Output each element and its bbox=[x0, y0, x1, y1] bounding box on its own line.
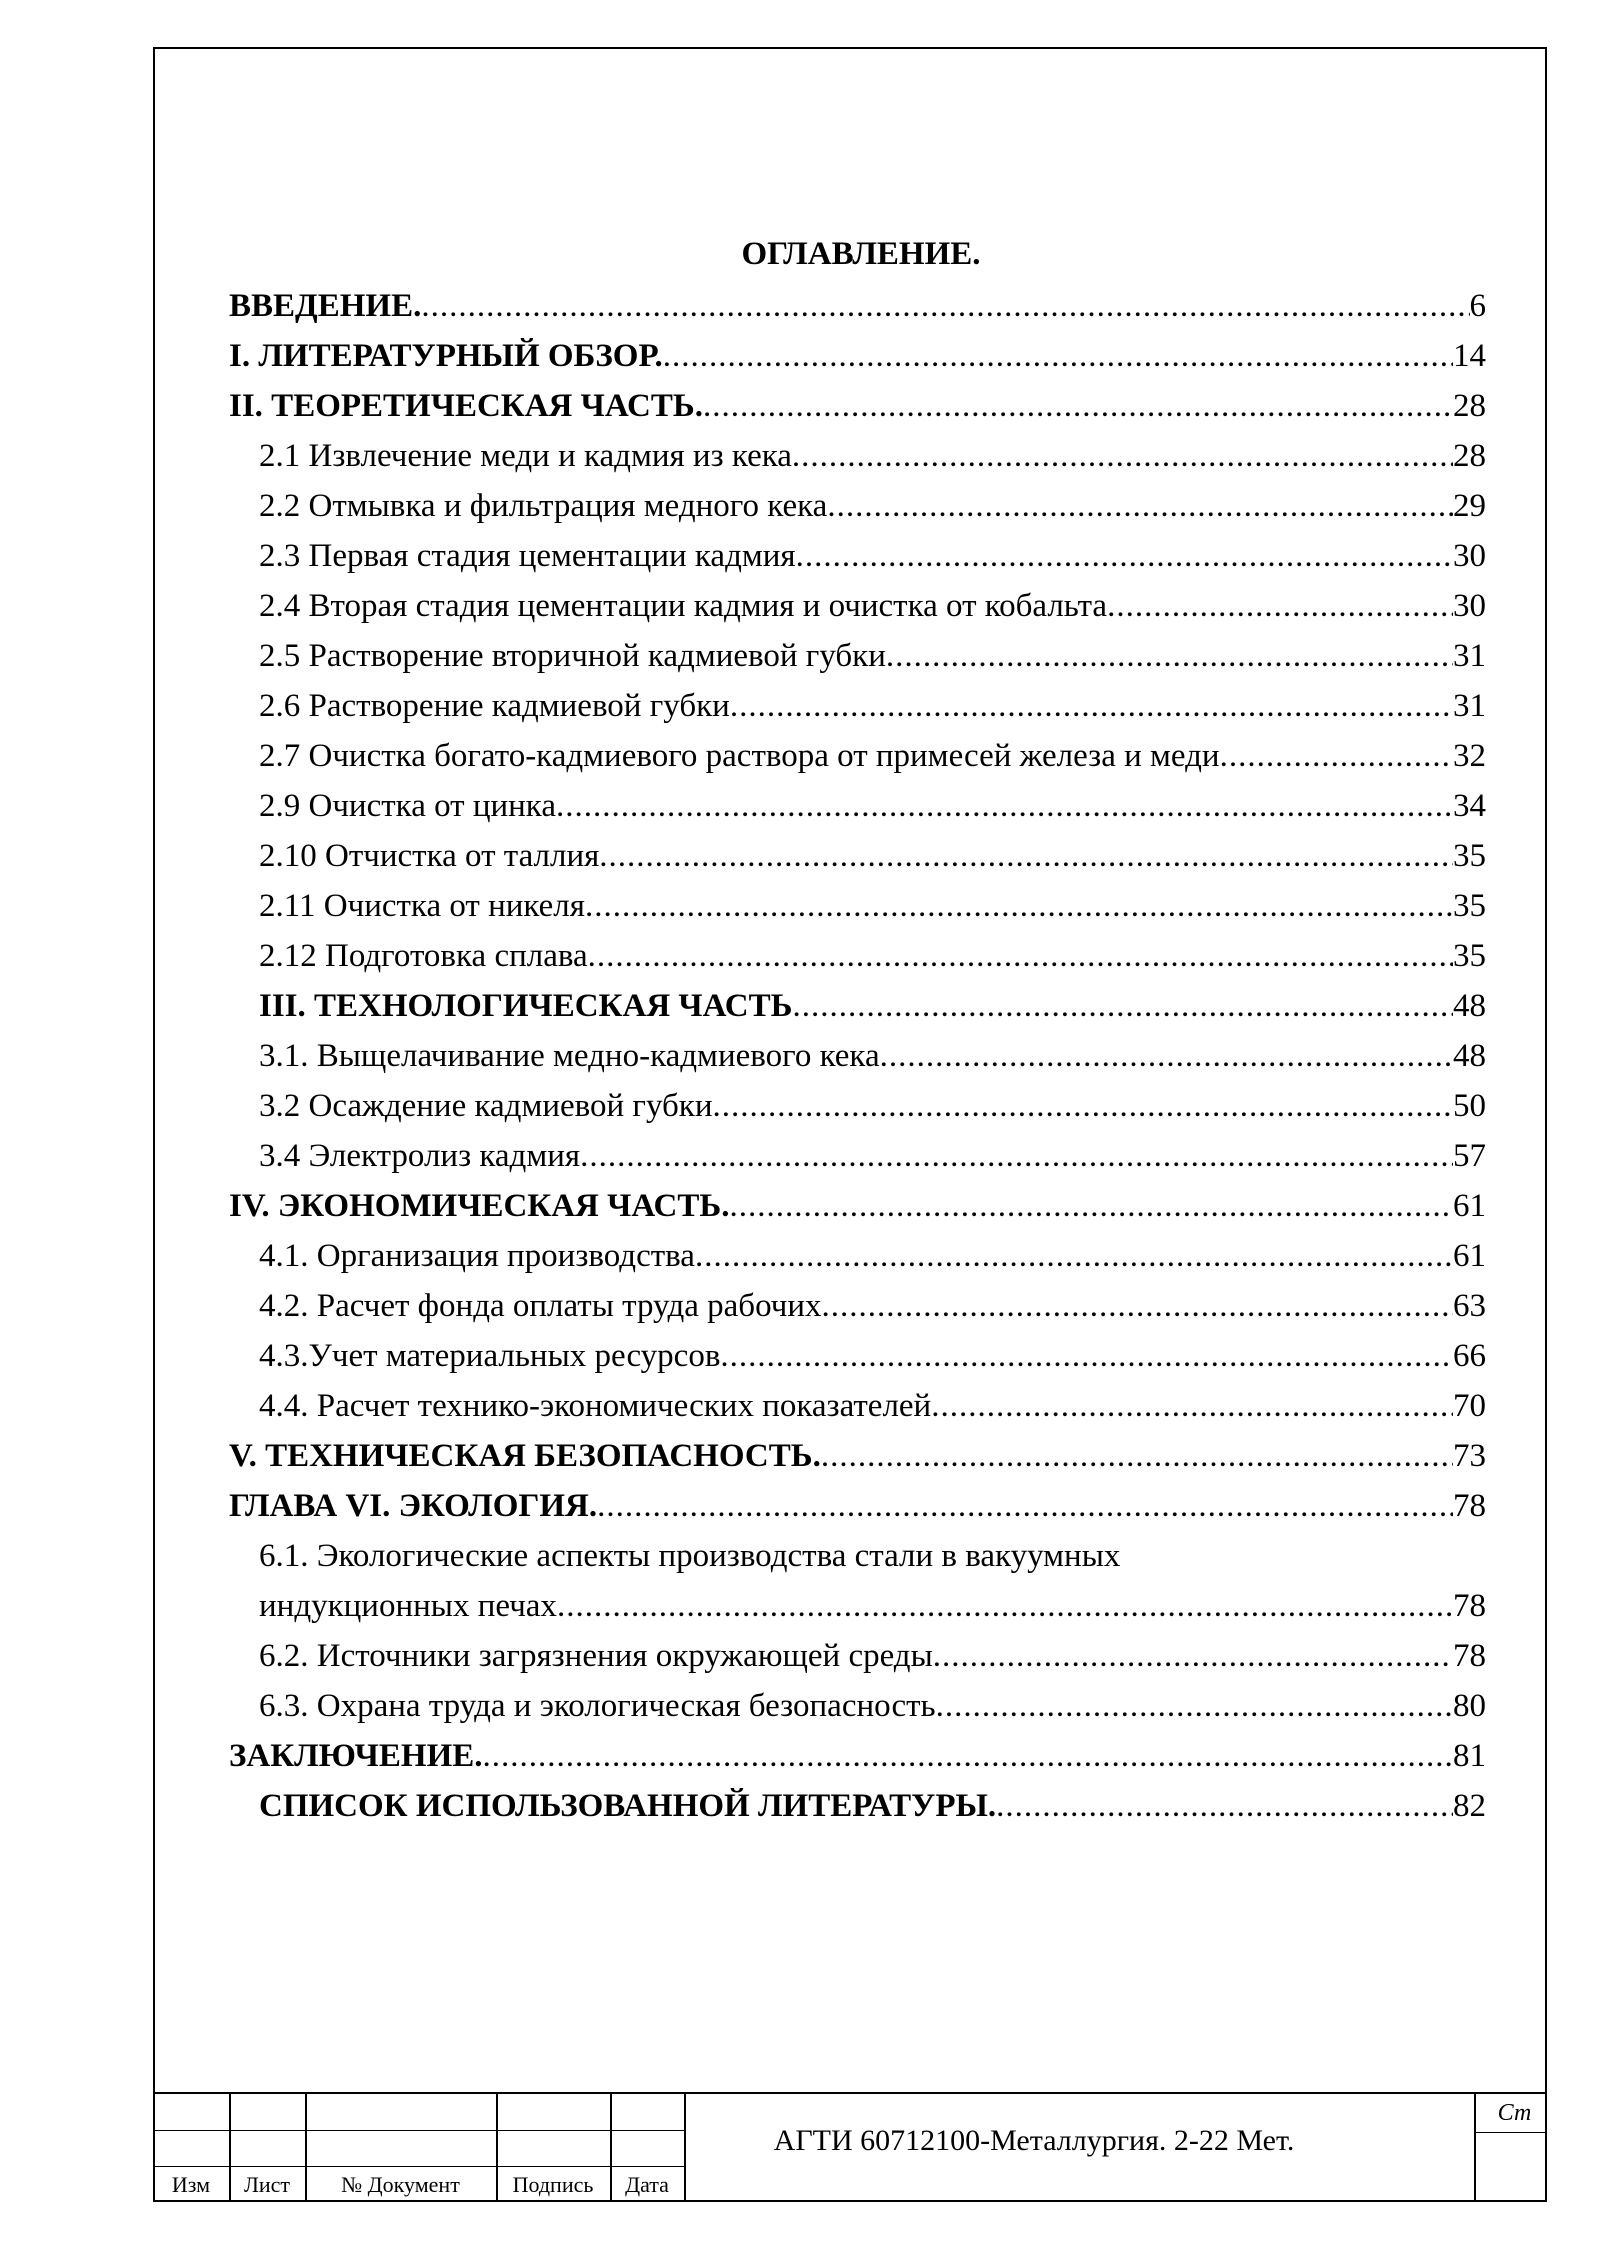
toc-entry-label: IV. ЭКОНОМИЧЕСКАЯ ЧАСТЬ. bbox=[229, 1188, 730, 1224]
toc-entry-label: 3.1. Выщелачивание медно-кадмиевого кека bbox=[259, 1038, 880, 1074]
toc-entry-leader bbox=[931, 1381, 1453, 1431]
toc-entry[interactable] bbox=[229, 1781, 1486, 1831]
toc-entry-label: III. ТЕХНОЛОГИЧЕСКАЯ ЧАСТЬ bbox=[259, 988, 793, 1024]
toc-entry-leader bbox=[1107, 581, 1453, 631]
toc-entry[interactable] bbox=[229, 281, 1486, 331]
toc-entry-leader bbox=[792, 981, 1453, 1031]
toc-entry[interactable] bbox=[229, 1531, 1486, 1581]
stamp-col-signature: Подпись bbox=[512, 2172, 594, 2197]
toc-entry-page: 32 bbox=[1453, 738, 1486, 774]
toc-entry-page: 48 bbox=[1453, 1038, 1486, 1074]
toc-entry-label: 2.3 Первая стадия цементации кадмия bbox=[259, 538, 796, 574]
toc-entry-leader bbox=[695, 1231, 1453, 1281]
toc-entry-label: 2.2 Отмывка и фильтрация медного кека bbox=[259, 488, 828, 524]
toc-entry-leader bbox=[713, 1081, 1454, 1131]
toc-entry-label: II. ТЕОРЕТИЧЕСКАЯ ЧАСТЬ. bbox=[229, 388, 703, 424]
toc-entry-leader bbox=[580, 1131, 1453, 1181]
toc-entry-leader bbox=[599, 831, 1453, 881]
document-code: АГТИ 60712100-Металлургия. 2-22 Мет. bbox=[773, 2124, 1295, 2157]
toc-entry-page: 30 bbox=[1453, 588, 1486, 624]
toc-entry-page: 28 bbox=[1453, 438, 1486, 474]
toc-entry-leader bbox=[1220, 731, 1453, 781]
toc-entry-page: 63 bbox=[1453, 1288, 1486, 1324]
toc-entry-label: 2.5 Растворение вторичной кадмиевой губки bbox=[259, 638, 886, 674]
toc-entry-label: 3.4 Электролиз кадмия bbox=[259, 1138, 581, 1174]
toc-entry-page: 30 bbox=[1453, 538, 1486, 574]
toc-entry[interactable] bbox=[229, 1231, 1486, 1281]
toc-entry-leader bbox=[730, 681, 1453, 731]
toc-entry[interactable] bbox=[229, 1281, 1486, 1331]
toc-entry[interactable] bbox=[229, 1581, 1486, 1631]
toc-entry[interactable] bbox=[229, 1081, 1486, 1131]
toc-entry-label: 4.1. Организация производства bbox=[259, 1238, 695, 1274]
toc-entry[interactable] bbox=[229, 481, 1486, 531]
toc-entry-page: 80 bbox=[1453, 1688, 1486, 1724]
toc-entry-label: СПИСОК ИСПОЛЬЗОВАННОЙ ЛИТЕРАТУРЫ. bbox=[259, 1788, 997, 1824]
toc-entry-leader bbox=[556, 781, 1453, 831]
toc-entry[interactable] bbox=[229, 331, 1486, 381]
toc-entry-page: 50 bbox=[1453, 1088, 1486, 1124]
toc-entry-label: 2.1 Извлечение меди и кадмия из кека bbox=[259, 438, 792, 474]
toc-entry-page: 73 bbox=[1453, 1438, 1486, 1474]
table-of-contents bbox=[229, 281, 1486, 1831]
toc-entry[interactable] bbox=[229, 1481, 1486, 1531]
toc-entry-leader bbox=[421, 281, 1469, 331]
toc-entry-label: 3.2 Осаждение кадмиевой губки bbox=[259, 1088, 713, 1124]
toc-entry-page: 78 bbox=[1453, 1488, 1486, 1524]
toc-entry-page: 66 bbox=[1453, 1338, 1486, 1374]
toc-entry[interactable] bbox=[229, 581, 1486, 631]
toc-entry-page: 35 bbox=[1453, 938, 1486, 974]
toc-entry-label: 6.2. Источники загрязнения окружающей среды bbox=[259, 1638, 933, 1674]
toc-entry-page: 61 bbox=[1453, 1238, 1486, 1274]
toc-entry[interactable] bbox=[229, 681, 1486, 731]
toc-entry-label: ВВЕДЕНИЕ. bbox=[229, 288, 422, 324]
toc-entry-leader bbox=[597, 1481, 1453, 1531]
stamp-col-date: Дата bbox=[625, 2172, 669, 2197]
toc-entry-page: 35 bbox=[1453, 888, 1486, 924]
toc-entry-label: 4.4. Расчет технико-экономических показателей bbox=[259, 1388, 932, 1424]
toc-entry[interactable] bbox=[229, 881, 1486, 931]
toc-entry-page: 70 bbox=[1453, 1388, 1486, 1424]
toc-entry[interactable] bbox=[229, 1031, 1486, 1081]
toc-entry[interactable] bbox=[229, 1631, 1486, 1681]
toc-entry[interactable] bbox=[229, 1681, 1486, 1731]
toc-entry-leader bbox=[886, 631, 1453, 681]
toc-entry-label: 6.3. Охрана труда и экологическая безопасность bbox=[259, 1688, 936, 1724]
toc-entry-page: 48 bbox=[1453, 988, 1486, 1024]
toc-entry-page: 31 bbox=[1453, 638, 1486, 674]
toc-title: ОГЛАВЛЕНИЕ. bbox=[741, 236, 981, 272]
toc-entry-leader bbox=[821, 1281, 1453, 1331]
title-block bbox=[153, 2092, 1547, 2202]
toc-entry-leader bbox=[585, 881, 1453, 931]
toc-entry-page: 82 bbox=[1453, 1788, 1486, 1824]
sheet-label: Ст bbox=[1497, 2100, 1532, 2126]
toc-entry-leader bbox=[792, 431, 1453, 481]
toc-entry-leader bbox=[663, 331, 1453, 381]
toc-entry-leader bbox=[588, 931, 1453, 981]
toc-entry-label: индукционных печах bbox=[259, 1588, 557, 1624]
toc-entry[interactable] bbox=[229, 1731, 1486, 1781]
toc-entry[interactable] bbox=[229, 831, 1486, 881]
toc-entry-page: 78 bbox=[1453, 1588, 1486, 1624]
toc-entry-page: 35 bbox=[1453, 838, 1486, 874]
toc-entry-leader bbox=[483, 1731, 1454, 1781]
toc-entry[interactable] bbox=[229, 981, 1486, 1031]
toc-entry-label: 2.9 Очистка от цинка bbox=[259, 788, 556, 824]
stamp-col-izm: Изм bbox=[171, 2172, 211, 2197]
toc-entry[interactable] bbox=[229, 1381, 1486, 1431]
toc-entry[interactable] bbox=[229, 631, 1486, 681]
toc-entry-leader bbox=[557, 1581, 1453, 1631]
toc-entry-leader bbox=[796, 531, 1453, 581]
toc-entry[interactable] bbox=[229, 1331, 1486, 1381]
toc-entry-leader bbox=[996, 1781, 1453, 1831]
toc-entry-label: 2.10 Отчистка от таллия bbox=[259, 838, 600, 874]
toc-entry-page: 81 bbox=[1453, 1738, 1486, 1774]
stamp-col-list: Лист bbox=[243, 2172, 291, 2197]
toc-entry-page: 78 bbox=[1453, 1638, 1486, 1674]
toc-entry-label: 4.2. Расчет фонда оплаты труда рабочих bbox=[259, 1288, 822, 1324]
toc-entry[interactable] bbox=[229, 931, 1486, 981]
toc-entry-leader bbox=[933, 1631, 1453, 1681]
stamp-col-document: № Документ bbox=[341, 2172, 460, 2197]
toc-entry-label: 2.7 Очистка богато-кадмиевого раствора от примесей железа и меди bbox=[259, 738, 1220, 774]
toc-entry-leader bbox=[729, 1181, 1453, 1231]
toc-entry-label: 2.11 Очистка от никеля bbox=[259, 888, 585, 924]
toc-entry-leader bbox=[880, 1031, 1453, 1081]
toc-entry-page: 28 bbox=[1453, 388, 1486, 424]
toc-entry-label: 6.1. Экологические аспекты производства стали в вакуумных bbox=[259, 1538, 1121, 1574]
toc-entry[interactable] bbox=[229, 781, 1486, 831]
toc-entry-label: 2.4 Вторая стадия цементации кадмия и очистка от кобальта bbox=[259, 588, 1108, 624]
toc-entry-leader bbox=[720, 1331, 1453, 1381]
toc-entry-page: 31 bbox=[1453, 688, 1486, 724]
toc-entry-page: 14 bbox=[1453, 338, 1486, 374]
toc-entry-page: 61 bbox=[1453, 1188, 1486, 1224]
toc-entry-leader bbox=[827, 481, 1453, 531]
toc-entry-label: V. ТЕХНИЧЕСКАЯ БЕЗОПАСНОСТЬ. bbox=[229, 1438, 821, 1474]
toc-entry-label: I. ЛИТЕРАТУРНЫЙ ОБЗОР. bbox=[229, 338, 663, 374]
toc-entry-page: 6 bbox=[1469, 288, 1486, 324]
toc-entry-page: 29 bbox=[1453, 488, 1486, 524]
toc-entry[interactable] bbox=[229, 381, 1486, 431]
toc-entry[interactable] bbox=[229, 731, 1486, 781]
toc-entry[interactable] bbox=[229, 531, 1486, 581]
toc-entry-leader bbox=[821, 1431, 1453, 1481]
toc-entry[interactable] bbox=[229, 431, 1486, 481]
toc-entry[interactable] bbox=[229, 1181, 1486, 1231]
toc-entry-label: 2.12 Подготовка сплава bbox=[259, 938, 588, 974]
toc-entry[interactable] bbox=[229, 1431, 1486, 1481]
toc-entry-label: ЗАКЛЮЧЕНИЕ. bbox=[229, 1738, 483, 1774]
toc-entry-label: 2.6 Растворение кадмиевой губки bbox=[259, 688, 730, 724]
toc-entry-label: ГЛАВА VI. ЭКОЛОГИЯ. bbox=[229, 1488, 598, 1524]
toc-entry-leader bbox=[936, 1681, 1453, 1731]
toc-entry-leader bbox=[703, 381, 1453, 431]
toc-entry-label: 4.3.Учет материальных ресурсов bbox=[259, 1338, 721, 1374]
toc-entry[interactable] bbox=[229, 1131, 1486, 1181]
toc-entry-page: 34 bbox=[1453, 788, 1486, 824]
toc-entry-page: 57 bbox=[1453, 1138, 1486, 1174]
